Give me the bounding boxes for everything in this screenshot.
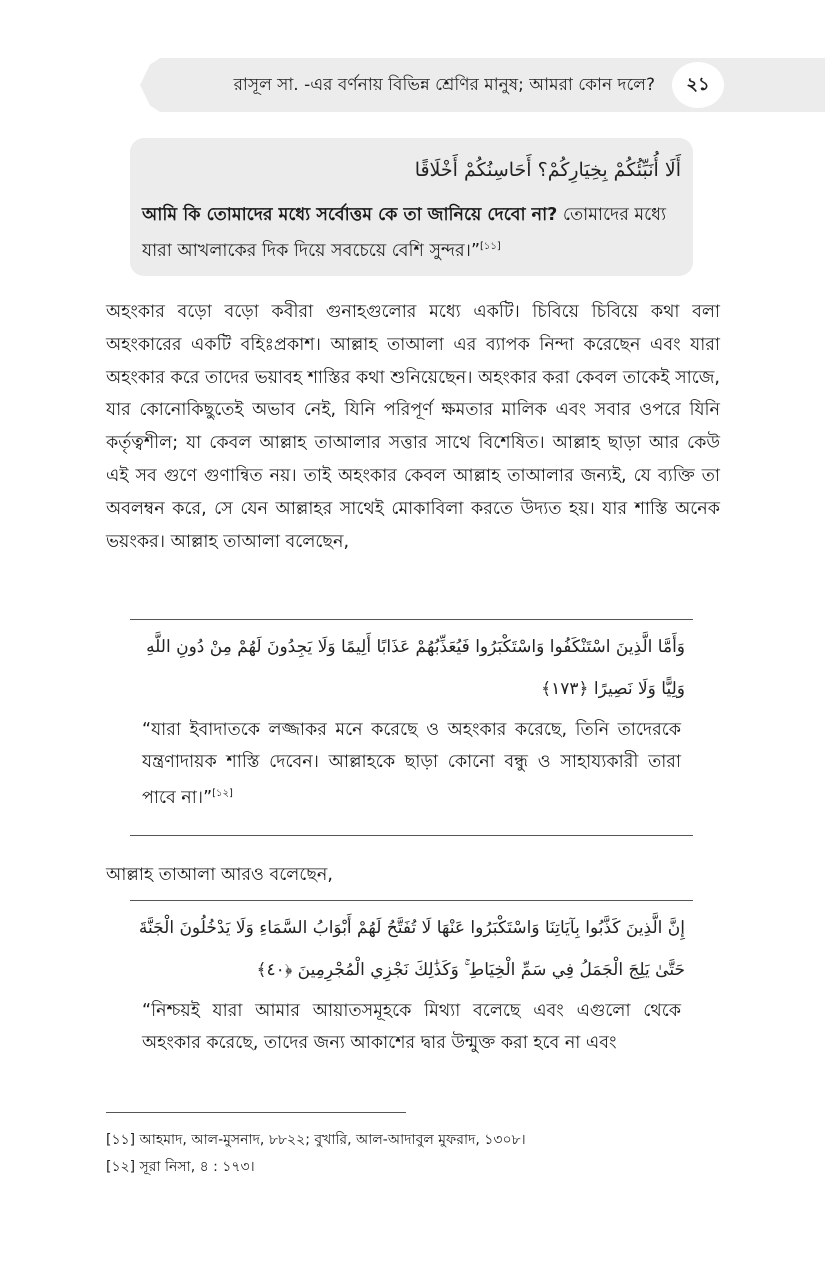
verse-1-text: “যারা ইবাদাতকে লজ্জাকর মনে করেছে ও অহংকার করেছে, তিনি তাদেরকে যন্ত্রণাদায়ক শাস্তি দেবেন। আল্লাহকে ছাড়া কোনো বন্ধু ও সাহায্যকারী তারা পাবে না।” <box>142 720 681 808</box>
verse-1-translation <box>130 710 693 822</box>
footnote-12: [১২] সূরা নিসা, ৪ : ১৭৩। <box>106 1159 255 1175</box>
footnote-divider <box>106 1112 406 1113</box>
hadith-arabic: أَلَا أُنَبِّئُكُمْ بِخِيَارِكُمْ؟ أَحَاسِنُكُمْ أَخْلَاقًا <box>414 159 681 181</box>
hadith-rest-text: তোমাদের মধ্যে যারা আখলাকের দিক দিয়ে সবচেয়ে বেশি সুন্দর।” <box>142 205 667 261</box>
verse-2-arabic: إِنَّ الَّذِينَ كَذَّبُوا بِآيَاتِنَا وَاسْتَكْبَرُوا عَنْهَا لَا تُفَتَّحُ لَهُمْ أَبْوَابُ السَّمَاءِ وَلَا يَدْخُلُونَ الْجَنَّةَ حَتَّىٰ يَلِجَ الْجَمَلُ فِي سَمِّ الْخِيَاطِ ۚ وَكَذَٰلِكَ نَجْزِي الْمُجْرِمِينَ ﴿٤٠﴾ <box>138 918 685 980</box>
verse-block-2 <box>130 900 693 1091</box>
footnote-ref-12: [১২] <box>212 788 233 799</box>
body-paragraph: অহংকার বড়ো বড়ো কবীরা গুনাহগুলোর মধ্যে একটি। চিবিয়ে চিবিয়ে কথা বলা অহংকারের একটি বহিঃপ্রকাশ। আল্লাহ তাআলা এর ব্যাপক নিন্দা করেছেন এবং যারা অহংকার করে তাদের ভয়াবহ শাস্তির কথা শুনিয়েছেন। অহংকার করা কেবল তাকেই সাজে, যার কোনোকিছুতেই অভাব নেই, যিনি পরিপূর্ণ ক্ষমতার মালিক এবং সবার ওপরে যিনি কর্তৃত্বশীল; যা কেবল আল্লাহ তাআলার সত্তার সাথে বিশেষিত। আল্লাহ ছাড়া আর কেউ এই সব গুণে গুণান্বিত নয়। তাই অহংকার কেবল আল্লাহ তাআলার জন্যই, যে ব্যক্তি তা অবলম্বন করে, সে যেন আল্লাহর সাথেই মোকাবিলা করতে উদ্যত হয়। যার শাস্তি অনেক ভয়ংকর। আল্লাহ তাআলা বলেছেন, <box>106 302 720 552</box>
running-header-title: রাসূল সা. -এর বর্ণনায় বিভিন্ন শ্রেণির মানুষ; আমরা কোন দলে? <box>233 75 655 95</box>
hadith-translation <box>142 200 681 267</box>
verse-block-1 <box>130 619 693 836</box>
footnote-ref-11: [১১] <box>480 241 501 252</box>
hadith-quote-box <box>130 138 693 276</box>
hadith-bold-text: আমি কি তোমাদের মধ্যে সর্বোত্তম কে তা জানিয়ে দেবো না? <box>142 205 558 225</box>
verse-2-translation: “নিশ্চয়ই যারা আমার আয়াতসমূহকে মিথ্যা বলেছে এবং এগুলো থেকে অহংকার করেছে, তাদের জন্য আকাশের দ্বার উন্মুক্ত করা হবে না এবং <box>142 1001 681 1053</box>
verse-1-arabic: وَأَمَّا الَّذِينَ اسْتَنْكَفُوا وَاسْتَكْبَرُوا فَيُعَذِّبُهُمْ عَذَابًا أَلِيمًا وَلَا يَجِدُونَ لَهُمْ مِنْ دُونِ اللَّهِ وَلِيًّا وَلَا نَصِيرًا ﴿١٧٣﴾ <box>146 637 685 699</box>
page-number: ২১ <box>672 62 724 108</box>
interlude-text: আল্লাহ তাআলা আরও বলেছেন, <box>106 865 333 885</box>
footnote-11: [১১] আহমাদ, আল-মুসনাদ, ৮৮২২; বুখারি, আল-আদাবুল মুফরাদ, ১৩০৮। <box>106 1132 526 1148</box>
